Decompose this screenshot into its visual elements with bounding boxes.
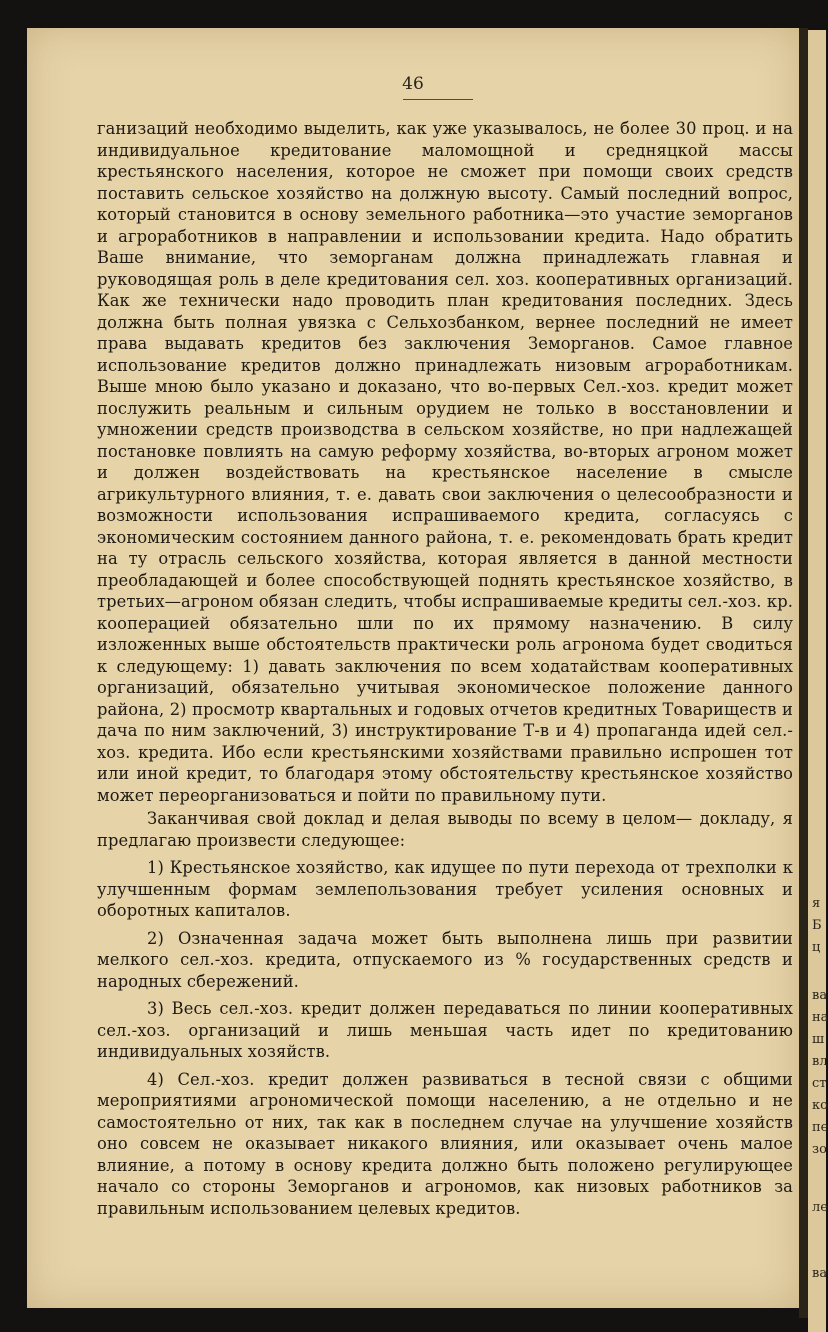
next-page-fragment: ко [812, 1098, 828, 1113]
next-page-fragment: ле [812, 1200, 828, 1215]
paragraph-conclusion-intro: Заканчивая свой доклад и делая выводы по всему в целом— докладу, я предлагаю произвести следующее: [97, 809, 793, 850]
next-page-fragment: пе [812, 1120, 828, 1135]
page-number: 46 [402, 74, 424, 94]
paragraph-conclusion-3: 3) Весь сел.-хоз. кредит должен передаваться по линии кооперативных сел.-хоз. организаций и лишь меньшая часть идет по кредитованию индивидуальных хозяйств. [97, 999, 793, 1061]
next-page-fragment: Б [812, 918, 822, 933]
paragraph-conclusion-1: 1) Крестьянское хозяйство, как идущее по пути перехода от трехполки к улучшенным формам землепользования требует усиления основных и оборотных капиталов. [97, 858, 793, 920]
next-page-edge [808, 30, 826, 1332]
next-page-fragment: ва [812, 1266, 828, 1281]
paragraph-main: ганизаций необходимо выделить, как уже указывалось, не более 30 проц. и на индивидуальное кредитование маломощной и средняцкой массы крестьянского населения, которое не сможет при помощи своих средств поставить сельское хозяйство на должную высоту. Самый последний вопрос, который становится в основу земельного работника—это участие земорганов и агроработников в направлении и использовании кредита. Надо обратить Ваше внимание, что земорганам должна принадлежать главная и руководящая роль в деле кредитования сел. хоз. кооперативных организаций. Как же технически надо проводить план кредитования последних. Здесь должна быть полная увязка с Сельхозбанком, вернее последний не имеет права выдавать кредитов без заключения Земорганов. Самое главное использование кредитов должно принадлежать низовым агроработникам. Выше мною было указано и доказано, что во-первых Сел.-хоз. кредит может послужить реальным и сильным орудием не только в восстановлении и умножении средств производства в сельском хозяйстве, но при надлежащей постановке повлиять на самую реформу хозяйства, во-вторых агроном может и должен воздействовать на крестьянское население в смысле агрикультурного влияния, т. е. давать свои заключения о целесообразности и возможности использования испрашиваемого кредита, согласуясь с экономическим состоянием данного района, т. е. рекомендовать брать кредит на ту отрасль сельского хозяйства, которая является в данной местности преобладающей и более способствующей поднять крестьянское хозяйство, в третьих—агроном обязан следить, чтобы испрашиваемые кредиты сел.-хоз. кр. кооперацией обязательно шли по их прямому назначению. В силу изложенных выше обстоятельств практически роль агронома будет сводиться к следующему: 1) давать заключения по всем ходатайствам кооперативных организаций, обязательно учитывая экономическое положение данного района, 2) просмотр квартальных и годовых отчетов кредитных Товариществ и дача по ним заключений, 3) инструктирование Т-в и 4) пропаганда идей сел.-хоз. кредита. Ибо если крестьянскими хозяйствами правильно испрошен тот или иной кредит, то благодаря этому обстоятельству крестьянское хозяйство может переорганизоваться и пойти по правильному пути. [97, 119, 793, 805]
paragraph-conclusion-4: 4) Сел.-хоз. кредит должен развиваться в тесной связи с общими мероприятиями агрономической помощи населению, а не отдельно и не самостоятельно от них, так как в последнем случае на улучшение хозяйств оно совсем не оказывает никакого влияния, или оказывает очень малое влияние, а потому в основу кредита должно быть положено регулирующее начало со стороны Земорганов и агрономов, как низовых работников за правильным использованием целевых кредитов. [97, 1069, 793, 1218]
next-page-fragment: ш [812, 1032, 825, 1047]
page-number-rule [403, 99, 473, 100]
body-text [97, 118, 793, 1219]
next-page-fragment: зо [812, 1142, 827, 1157]
next-page-fragment: я [812, 896, 821, 911]
paragraph-conclusion-2: 2) Означенная задача может быть выполнена лишь при развитии мелкого сел.-хоз. кредита, отпускаемого из % государственных средств и народных сбережений. [97, 928, 793, 991]
next-page-fragment: вл [812, 1054, 828, 1069]
next-page-fragment: ст [812, 1076, 827, 1091]
page-edge-shadow [799, 28, 808, 1318]
next-page-fragment: ва [812, 988, 828, 1003]
next-page-fragment: ц [812, 940, 821, 955]
next-page-fragment: на [812, 1010, 828, 1025]
